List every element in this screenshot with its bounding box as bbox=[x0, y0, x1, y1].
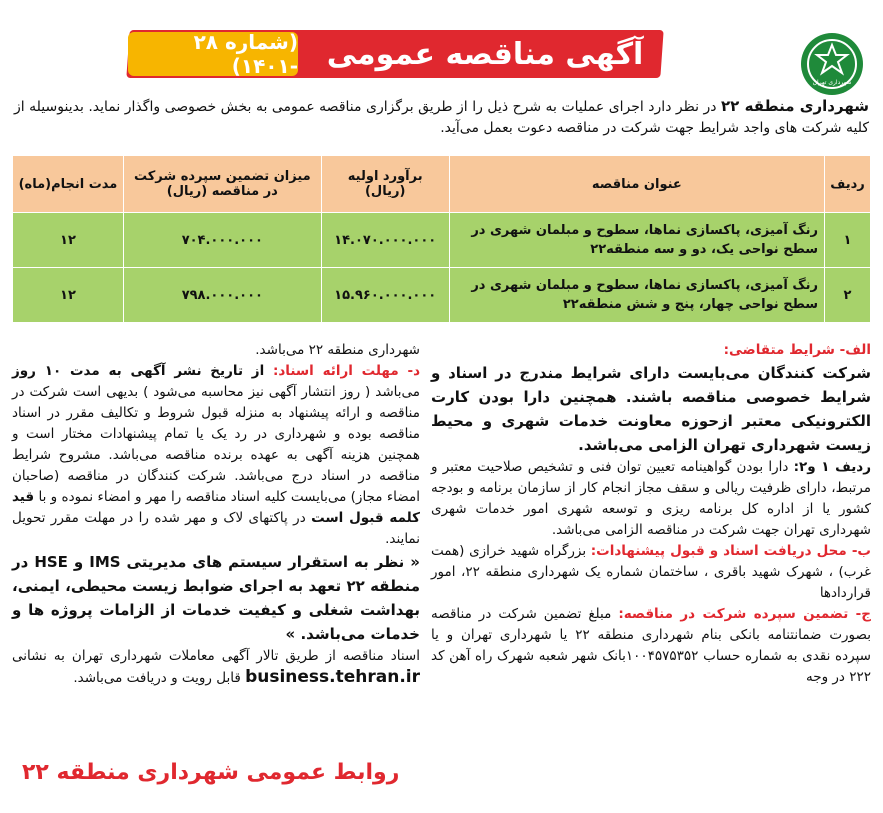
cell-row-number: ۲ bbox=[825, 268, 871, 323]
tehran-municipality-logo-icon bbox=[805, 37, 859, 91]
intro-text: در نظر دارد اجرای عملیات به شرح ذیل را از طریق برگزاری مناقصه عمومی به بخش خصوصی واگذار نماید. بدینوسیله از کلیه شرکت های واجد شرایط جهت شرکت در مناقصه دعوت بعمل می‌آید. bbox=[14, 99, 869, 136]
cell-estimate: ۱۴.۰۷۰.۰۰۰.۰۰۰ bbox=[321, 213, 449, 268]
table-row bbox=[13, 268, 871, 323]
header-row-number: ردیف bbox=[825, 156, 871, 213]
documents-text: اسناد مناقصه از طریق تالار آگهی معاملات شهرداری تهران به نشانی bbox=[12, 648, 420, 664]
cell-duration: ۱۲ bbox=[13, 268, 124, 323]
section-a-rows-lead: ردیف ۱ و۲: bbox=[793, 459, 871, 475]
documents-paragraph bbox=[12, 646, 420, 689]
header-deposit: میزان تضمین سپرده شرکت در مناقصه (ریال) bbox=[123, 156, 321, 213]
cell-deposit: ۷۹۸.۰۰۰.۰۰۰ bbox=[123, 268, 321, 323]
cell-title: رنگ آمیزی، پاکسازی نماها، سطوح و مبلمان شهری در سطح نواحی یک، دو و سه منطقه۲۲ bbox=[449, 213, 824, 268]
section-a-text: شرکت کنندگان می‌بایست دارای شرایط مندرج در اسناد و شرایط خصوصی مناقصه باشند. همچنین دارا بودن کارت الکترونیکی معتبر ازحوزه معاونت خدمات شهری و محیط زیست شهرداری تهران الزامی می‌باشد. bbox=[431, 364, 871, 454]
section-b bbox=[431, 541, 871, 604]
website-link[interactable]: business.tehran.ir bbox=[245, 667, 420, 687]
section-d-tail: در پاکتهای لاک و مهر شده را در مهلت مقرر تحویل نمایند. bbox=[12, 510, 420, 547]
intro-lead: شهرداری منطقه ۲۲ bbox=[721, 97, 869, 115]
right-column bbox=[431, 340, 871, 688]
documents-tail: قابل رویت و دریافت می‌باشد. bbox=[73, 670, 246, 686]
header-duration: مدت انجام(ماه) bbox=[13, 156, 124, 213]
cell-deposit: ۷۰۴.۰۰۰.۰۰۰ bbox=[123, 213, 321, 268]
section-b-text: بزرگراه شهید خرازی (همت غرب) ، شهرک شهید باقری ، ساختمان شماره یک شهرداری منطقه ۲۲، امور قراردادها bbox=[431, 543, 872, 601]
section-d-bold: قید کلمه قبول است bbox=[12, 489, 420, 526]
cell-row-number: ۱ bbox=[825, 213, 871, 268]
section-c-heading: ج- تضمین سپرده شرکت در مناقصه: bbox=[618, 606, 871, 622]
header-title: عنوان مناقصه bbox=[449, 156, 824, 213]
cell-estimate: ۱۵.۹۶۰.۰۰۰.۰۰۰ bbox=[321, 268, 449, 323]
section-a-rows-text: دارا بودن گواهینامه تعیین توان فنی و تشخیص صلاحیت معتبر و مرتبط، دارای ظرفیت ریالی و سقف مجاز انجام کار از سازمان برنامه و بودجه کشور یا از اداره کل برنامه ریزی و توسعه شهری امور خدمات شهری شهرداری تهران جهت شرکت در مناقصه الزامی می‌باشد. bbox=[431, 459, 871, 538]
section-b-heading: ب- محل دریافت اسناد و قبول پیشنهادات: bbox=[590, 543, 871, 559]
notice-title: آگهی مناقصه عمومی bbox=[326, 36, 644, 72]
cell-duration: ۱۲ bbox=[13, 213, 124, 268]
section-d-heading: د- مهلت ارائه اسناد: bbox=[272, 363, 421, 379]
cell-title: رنگ آمیزی، پاکسازی نماها، سطوح و مبلمان شهری در سطح نواحی چهار، پنج و شش منطقه۲۲ bbox=[449, 268, 824, 323]
logo-text: شهرداری تهران bbox=[812, 79, 852, 86]
municipality-logo bbox=[801, 33, 863, 95]
section-d-lead: از تاریخ نشر آگهی به مدت ۱۰ روز bbox=[12, 363, 273, 379]
table-row bbox=[13, 213, 871, 268]
section-d-text: می‌باشد ( روز انتشار آگهی نیز محاسبه می‌شود ) بدیهی است شرکت در مناقصه و ارائه پیشنهاد به منزله قبول شروط و تکالیف مقرر در اسناد مناقصه بوده و شهرداری در رد یک یا تمام پیشنهادات مختار است و همچنین هزینه آگهی به عهده برنده مناقصه می‌باشد. مشروح شرایط مناقصه در اسناد درج می‌باشد. شرکت کنندگان در مناقصه (صاحبان امضاء مجاز) می‌بایست کلیه اسناد مناقصه را مهر و امضاء نموده و با bbox=[12, 384, 420, 505]
section-c bbox=[431, 604, 871, 688]
section-d bbox=[12, 361, 420, 550]
left-column bbox=[12, 340, 420, 689]
tender-table bbox=[12, 155, 871, 323]
table-header-row bbox=[13, 156, 871, 213]
notice-number: (شماره ۲۸ -۱۴۰۱) bbox=[128, 32, 298, 76]
section-c-text: مبلغ تضمین شرکت در مناقصه بصورت ضمانتنامه بانکی بنام شهرداری منطقه ۲۲ یا شهرداری تهران و یا سپرده نقدی به شماره حساب ۱۰۰۴۵۷۵۳۵۲بانک شهر شعبه شهرک راه آهن کد ۲۲۲ در وجه bbox=[431, 606, 871, 685]
section-a-rows bbox=[431, 457, 871, 541]
section-c-continued: شهرداری منطقه ۲۲ می‌باشد. bbox=[255, 342, 420, 358]
hse-statement: « نظر به استقرار سیستم های مدیریتی IMS و HSE در منطقه ۲۲ تعهد به اجرای ضوابط زیست محیطی، ایمنی، بهداشت شغلی و کیفیت خدمات از الزامات پروژه ها و خدمات می‌باشد. » bbox=[12, 553, 420, 643]
header-estimate: برآورد اولیه (ریال) bbox=[321, 156, 449, 213]
intro-paragraph bbox=[14, 96, 869, 139]
section-a-heading: الف- شرایط متقاضی: bbox=[723, 342, 871, 358]
footer-public-relations: روابط عمومی شهرداری منطقه ۲۲ bbox=[22, 760, 400, 785]
